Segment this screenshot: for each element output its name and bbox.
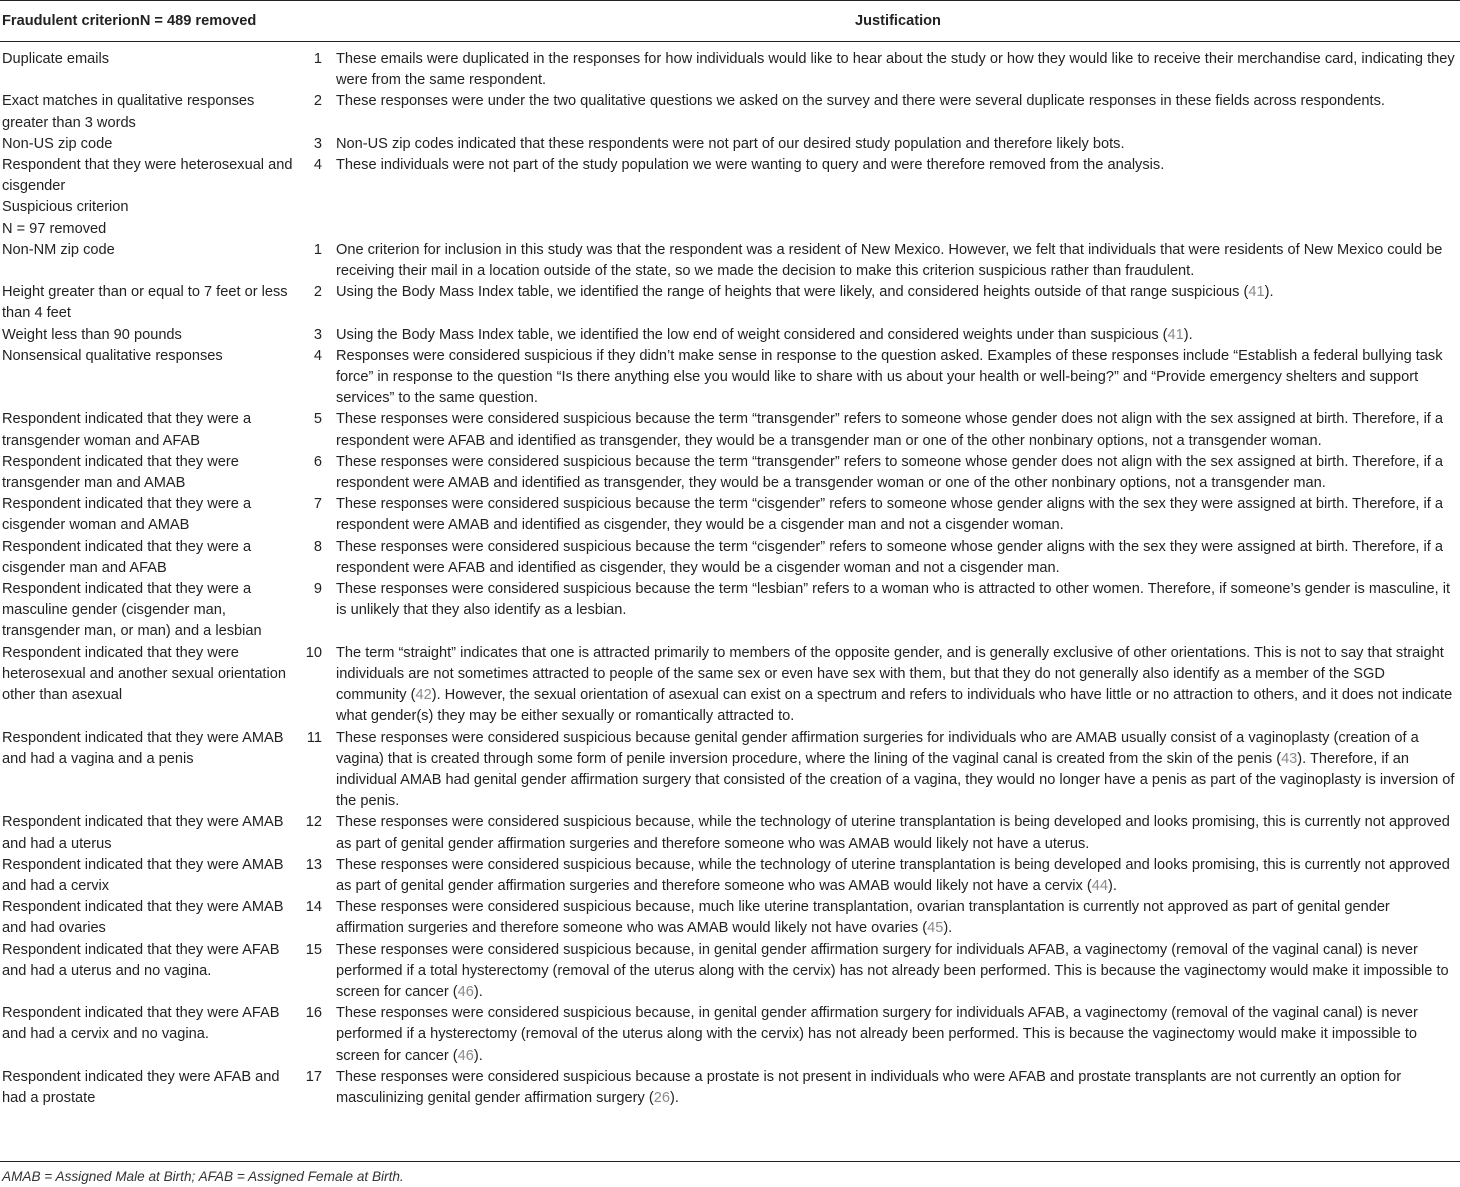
reference-link[interactable]: 26 [653,1089,670,1106]
justification-text: These responses were considered suspicious because the term “cisgender” refers to someone whose gender aligns with the sex they were assigned at birth. Therefore, if a respondent were AMAB and identified as cisgender, they would be a cisgender man and not a cisgender woman. [336,496,1444,534]
justification-text-tail: ). However, the sexual orientation of asexual can exist on a spectrum and refers to individuals who have little or no attraction to others, and it does not indicate what gender(s) they may be either sexually or romantically attracted to. [336,687,1453,725]
justification-cell [322,855,1460,897]
criterion-cell: Respondent indicated that they were a masculine gender (cisgender man, transgender man, or man) and a lesbian [2,581,262,640]
table-row [0,579,1460,643]
justification-text: These responses were considered suspicious because, much like uterine transplantation, ovarian transplantation is currently not approved as part of genital gender affirmation surgeries and therefore someone who was AMAB would likely not have ovaries ( [336,899,1390,937]
table-row [0,134,1460,155]
justification-text: These responses were considered suspicious because the term “transgender” refers to someone whose gender does not align with the sex assigned at birth. Therefore, if a respondent were AMAB and identified as transgender, they would be a transgender woman or one of the other nonbinary options, not a transgender man. [336,453,1444,492]
justification-text: These responses were considered suspicious because, in genital gender affirmation surgery for individuals AFAB, a vaginectomy (removal of the vaginal canal) is never performed if a total hysterectomy (removal of the uterus along with the cervix) has not already been performed. This is because the vaginectomy would make it impossible to screen for cancer ( [336,941,1449,1000]
justification-cell [322,91,1460,133]
criterion-cell: Respondent indicated that they were heterosexual and another sexual orientation other than asexual [2,644,286,704]
criterion-cell: Respondent indicated that they were AMAB and had a cervix [2,856,284,894]
table-row [0,155,1460,240]
criterion-cell: Respondent indicated they were AFAB and had a prostate [2,1068,280,1106]
reference-link[interactable]: 46 [457,1047,474,1064]
table-bottom-rule [0,1161,1460,1162]
justification-text-tail: ). [1183,326,1193,343]
justification-text: These responses were considered suspicious because the term “lesbian” refers to a woman who is attracted to other women. Therefore, if someone’s gender is masculine, it is unlikely that they also identify as a lesbian. [336,581,1451,619]
justification-text-tail: ). [473,983,483,1000]
table-header [0,0,1460,42]
criterion-cell: Respondent indicated that they were a transgender woman and AFAB [2,411,252,449]
justification-text: Using the Body Mass Index table, we identified the low end of weight considered and considered weights under than suspicious ( [336,326,1168,343]
criterion-cell: Respondent that they were heterosexual and cisgender Suspicious criterion N = 97 removed [2,157,293,237]
justification-cell [322,325,1460,346]
justification-cell [322,897,1460,939]
justification-column-header: Justification [855,13,941,29]
justification-cell [322,537,1460,579]
justification-text: These individuals were not part of the study population we were wanting to query and were therefore removed from the analysis. [336,157,1165,174]
justification-cell [322,346,1460,410]
table-row [0,49,1460,91]
row-number-cell: 4 [313,347,322,364]
criterion-cell: Duplicate emails [2,51,110,67]
row-number-cell: 10 [305,644,322,661]
table-body [0,49,1460,1109]
justification-cell [322,452,1460,494]
justification-text: Using the Body Mass Index table, we identified the range of heights that were likely, and considered heights outside of that range suspicious ( [336,284,1249,301]
criterion-cell: Respondent indicated that they were a cisgender woman and AMAB [2,496,252,534]
reference-link[interactable]: 46 [457,983,474,1000]
justification-text-tail: ). [669,1089,679,1106]
table-row [0,452,1460,494]
table-row [0,897,1460,939]
table-row [0,91,1460,133]
justification-cell [322,155,1460,240]
table-row [0,346,1460,410]
table-footnote: AMAB = Assigned Male at Birth; AFAB = Assigned Female at Birth. [2,1169,404,1184]
criterion-cell: Respondent indicated that they were AMAB and had a vagina and a penis [2,729,284,767]
justification-text: These responses were considered suspicious because the term “cisgender” refers to someone whose gender aligns with the sex they were assigned at birth. Therefore, if a respondent were AFAB and identified as cisgender, they would be a cisgender woman and not a cisgender man. [336,538,1444,576]
row-number-cell: 17 [305,1068,322,1085]
justification-cell [322,940,1460,1004]
row-number-cell: 11 [306,729,322,746]
criterion-cell: Respondent indicated that they were AMAB and had ovaries [2,899,284,937]
row-number-cell: 8 [313,538,322,555]
justification-cell [322,812,1460,854]
justification-cell [322,1067,1460,1109]
criterion-cell: Nonsensical qualitative responses [2,347,223,364]
row-number-cell: 7 [313,496,322,513]
criterion-cell: Height greater than or equal to 7 feet or less than 4 feet [2,284,288,322]
justification-cell [322,643,1460,728]
row-number-cell: 1 [313,51,322,67]
table-row [0,812,1460,854]
criterion-cell: Non-US zip code [2,135,113,152]
justification-text: Non-US zip codes indicated that these respondents were not part of our desired study population and therefore likely bots. [336,135,1125,152]
table-row [0,940,1460,1004]
reference-link[interactable]: 42 [415,687,432,704]
table-row [0,494,1460,536]
justification-text: These responses were considered suspicious because the term “transgender” refers to someone whose gender does not align with the sex assigned at birth. Therefore, if a respondent were AFAB and identified as transgender, they would be a transgender man or one of the other nonbinary options, not a transgender woman. [336,411,1444,449]
table-row [0,537,1460,579]
row-number-cell: 14 [305,899,322,916]
justification-text: These responses were under the two qualitative questions we asked on the survey and there were several duplicate responses in these fields across respondents. [336,93,1385,110]
table-row [0,643,1460,728]
table-row [0,1067,1460,1109]
table-row [0,409,1460,451]
row-number-cell: 3 [313,326,322,343]
justification-text: These responses were considered suspicious because a prostate is not present in individuals who were AFAB and prostate transplants are not currently an option for masculinizing genital gender affirmation surgery ( [336,1068,1402,1106]
table-row [0,855,1460,897]
criterion-cell: Respondent indicated that they were AFAB and had a uterus and no vagina. [2,941,280,979]
justification-text-tail: ). [473,1047,483,1064]
justification-cell [322,579,1460,643]
justification-text: These responses were considered suspicious because, in genital gender affirmation surgery for individuals AFAB, a vaginectomy (removal of the vaginal canal) is never performed if a hysterectomy (removal of the uterus along with the cervix) has not already been performed. This is because the vaginectomy would make it impossible to screen for cancer ( [336,1005,1418,1064]
reference-link[interactable]: 41 [1167,326,1184,343]
table-row [0,1003,1460,1067]
row-number-cell: 6 [313,453,322,470]
criterion-cell: Respondent indicated that they were transgender man and AMAB [2,453,239,492]
justification-text-tail: ). [1264,284,1274,301]
reference-link[interactable]: 44 [1091,877,1108,894]
criterion-cell: Respondent indicated that they were a cisgender man and AFAB [2,538,252,576]
row-number-cell: 2 [313,284,322,301]
criterion-cell: Respondent indicated that they were AMAB and had a uterus [2,814,284,852]
justification-text: The term “straight” indicates that one is attracted primarily to members of the opposite gender, and is generally exclusive of other orientations. This is not to say that straight individuals are not sometimes attracted to people of the same sex or even have sex with them, but that they do not generally also identify as a member of the SGD community ( [336,644,1444,704]
justification-text-tail: ). Therefore, if an individual AMAB had genital gender affirmation surgery that consisted of the creation of a vagina, they would no longer have a penis as part of the vaginoplasty is inversion of the penis. [336,750,1455,810]
reference-link[interactable]: 45 [927,920,944,937]
justification-cell [322,1003,1460,1067]
row-number-cell: 5 [313,411,322,428]
row-number-cell: 15 [305,941,322,958]
justification-cell [322,240,1460,282]
row-number-cell: 2 [313,93,322,110]
justification-text-tail: ). [943,920,953,937]
justification-cell [322,134,1460,155]
justification-cell [322,494,1460,536]
justification-cell [322,409,1460,451]
criterion-cell: Weight less than 90 pounds [2,326,182,343]
criterion-column-header: Fraudulent criterionN = 489 removed [2,13,257,29]
table-row [0,325,1460,346]
justification-cell [322,282,1460,324]
justification-cell [322,49,1460,91]
table-row [0,282,1460,324]
justification-text-tail: ). [1108,877,1117,894]
justification-cell [322,728,1460,813]
row-number-cell: 12 [305,814,322,831]
justification-text: These responses were considered suspicious because, while the technology of uterine transplantation is being developed and looks promising, this is currently not approved as part of genital gender affirmation surgeries and therefore someone who was AMAB would likely not have a cervix ( [336,856,1450,894]
row-number-cell: 9 [313,581,322,598]
criterion-cell: Respondent indicated that they were AFAB and had a cervix and no vagina. [2,1005,280,1043]
row-number-cell: 3 [313,135,322,152]
criterion-cell: Non-NM zip code [2,241,115,258]
justification-text: One criterion for inclusion in this study was that the respondent was a resident of New Mexico. However, we felt that individuals that were residents of New Mexico could be receiving their mail in a location outside of the state, so we made the decision to make this criterion suspicious rather than fraudulent. [336,241,1443,280]
row-number-cell: 1 [313,241,322,258]
justification-text: These responses were considered suspicious because, while the technology of uterine transplantation is being developed and looks promising, this is currently not approved as part of genital gender affirmation surgeries and therefore someone who was AMAB would likely not have a uterus. [336,814,1450,852]
justification-text: These emails were duplicated in the responses for how individuals would like to hear about the study or how they would like to receive their merchandise card, indicating they were from the same respondent. [336,51,1455,89]
reference-link[interactable]: 43 [1281,750,1298,767]
row-number-cell: 13 [305,856,322,873]
justification-text: Responses were considered suspicious if they didn’t make sense in response to the question asked. Examples of these responses include “Establish a federal bullying task force” in response to the question “Is there anything else you would like to share with us about your health or well-being?” and “Provide emergency shelters and support services” to the same question. [336,347,1443,407]
reference-link[interactable]: 41 [1248,284,1265,301]
justification-text: These responses were considered suspicious because genital gender affirmation surgeries for individuals who are AMAB usually consist of a vaginoplasty (creation of a vagina) that is created through some form of penile inversion procedure, where the lining of the vaginal canal is created from the skin of the penis ( [336,729,1419,767]
row-number-cell: 4 [313,157,322,174]
table-row [0,728,1460,813]
table-row [0,240,1460,282]
criterion-cell: Exact matches in qualitative responses greater than 3 words [2,93,255,131]
row-number-cell: 16 [305,1005,322,1022]
